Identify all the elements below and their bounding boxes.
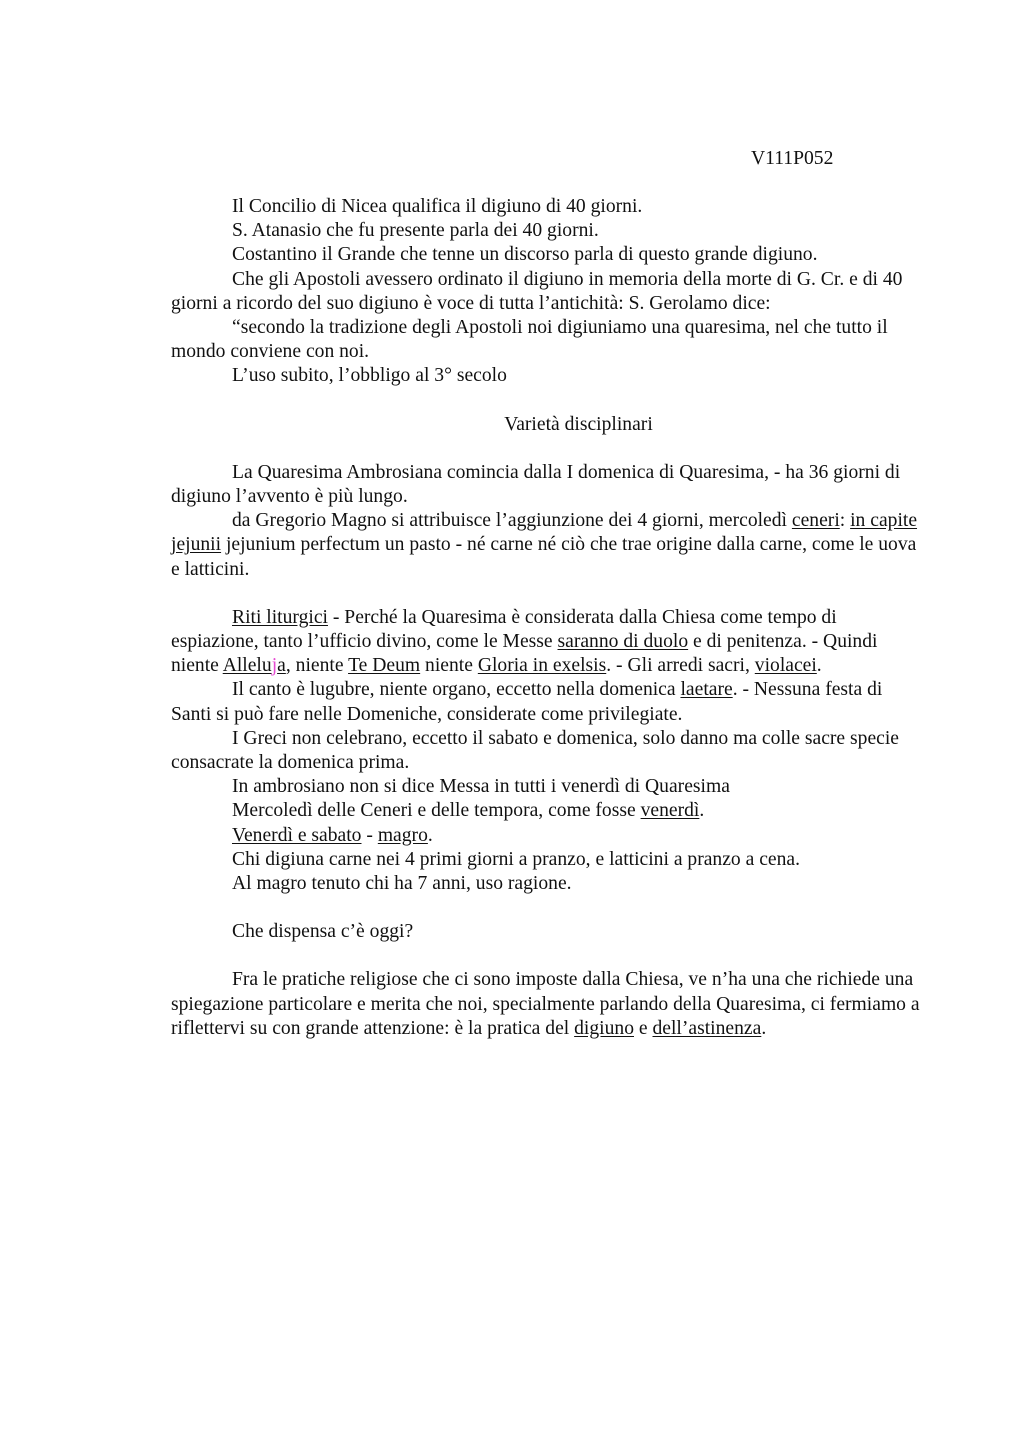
paragraph-dispensa: Che dispensa c’è oggi? xyxy=(232,921,414,943)
underlined-term: ceneri xyxy=(791,510,840,532)
paragraph-atanasio: S. Atanasio che fu presente parla dei 40 giorni. xyxy=(232,220,599,242)
paragraph-ambrosiano-messa: In ambrosiano non si dice Messa in tutti i venerdì di Quaresima xyxy=(232,776,730,798)
paragraph-chi-digiuna: Chi digiuna carne nei 4 primi giorni a pranzo, e latticini a pranzo a cena. xyxy=(232,848,800,870)
paragraph-venerdi-sabato xyxy=(171,824,926,848)
paragraph-nicea: Il Concilio di Nicea qualifica il digiuno di 40 giorni. xyxy=(232,196,643,217)
paragraph-costantino: Costantino il Grande che tenne un discorso parla di questo grande digiuno. xyxy=(232,244,818,266)
underlined-term-alleluja xyxy=(223,655,286,676)
text-run: . xyxy=(699,800,705,822)
text-run: Il canto è lugubre, niente organo, eccetto nella domenica xyxy=(232,679,681,701)
text-run: - Perché la Quaresima è considerata dalla Chiesa come tempo di espiazione, tanto l’ufficio divino, come le Messe xyxy=(171,606,837,653)
text-run: e di penitenza. - Quindi niente xyxy=(171,631,878,677)
underlined-term: dell’astinenza xyxy=(652,1017,762,1039)
highlighted-letter: j xyxy=(271,655,278,677)
paragraph-greci: I Greci non celebrano, eccetto il sabato e domenica, solo danno ma colle sacre specie consacrate la domenica prima. xyxy=(171,727,899,774)
underlined-term: digiuno xyxy=(574,1017,634,1039)
paragraph-gregorio xyxy=(171,509,926,582)
underlined-term: Gloria in exelsis xyxy=(477,655,607,677)
paragraph-riti-liturgici xyxy=(171,606,926,679)
text-run: . xyxy=(427,824,433,846)
text-run: niente xyxy=(420,655,478,677)
text-run: e xyxy=(634,1017,653,1039)
underlined-term: magro xyxy=(377,824,428,846)
paragraph-canto xyxy=(171,678,926,726)
text-run: , niente xyxy=(285,655,349,677)
text-run: Mercoledì delle Ceneri e delle tempora, come fosse xyxy=(232,800,641,822)
text-run: . xyxy=(761,1017,767,1039)
text-run: . - Gli arredi sacri, xyxy=(606,655,755,677)
underlined-term: laetare xyxy=(680,679,733,701)
text-run: Allelu xyxy=(222,655,272,677)
paragraph-magro: Al magro tenuto chi ha 7 anni, uso ragione. xyxy=(232,873,572,895)
paragraph-pratiche xyxy=(171,968,926,1041)
text-run: - xyxy=(361,824,378,846)
underlined-term: Venerdì e sabato xyxy=(232,824,362,846)
underlined-term: in capite jejunii xyxy=(171,510,918,556)
text-run: . - Nessuna festa di Santi si può fare nelle Domeniche, considerate come privilegiate. xyxy=(171,679,883,725)
paragraph-mercoledi xyxy=(171,799,926,823)
text-run: jejunium perfectum un pasto - né carne né ciò che trae origine dalla carne, come le uova e latticini. xyxy=(171,534,917,580)
text-run: . xyxy=(816,655,822,677)
paragraph-apostoli: Che gli Apostoli avessero ordinato il digiuno in memoria della morte di G. Cr. e di 40 giorni a ricordo del suo digiuno è voce di tutta l’antichità: S. Gerolamo dice: xyxy=(171,268,903,314)
underlined-term: violacei xyxy=(754,655,817,677)
section-title: Varietà disciplinari xyxy=(504,413,653,435)
underlined-term: Te Deum xyxy=(348,655,421,677)
text-run: a xyxy=(277,655,286,677)
text-run: : xyxy=(839,510,851,532)
text-run: da Gregorio Magno si attribuisce l’aggiunzione dei 4 giorni, mercoledì xyxy=(232,510,792,532)
underlined-term: Riti liturgici xyxy=(232,606,328,628)
paragraph-uso: L’uso subito, l’obbligo al 3° secolo xyxy=(232,365,507,387)
underlined-term: venerdì xyxy=(640,800,700,822)
paragraph-tradizione: “secondo la tradizione degli Apostoli noi digiuniamo una quaresima, nel che tutto il mondo conviene con noi. xyxy=(171,317,888,363)
document-body xyxy=(171,195,926,1041)
page-code: V111P052 xyxy=(751,148,834,169)
paragraph-ambrosiana: La Quaresima Ambrosiana comincia dalla I domenica di Quaresima, - ha 36 giorni di digiuno l’avvento è più lungo. xyxy=(171,461,901,508)
text-run: Fra le pratiche religiose che ci sono imposte dalla Chiesa, ve n’ha una che richiede una spiegazione particolare e merita che noi, specialmente parlando della Quaresima, ci fermiamo a riflettervi su con grande attenzione: è la pratica del xyxy=(171,969,920,1039)
underlined-term: saranno di duolo xyxy=(557,631,689,653)
